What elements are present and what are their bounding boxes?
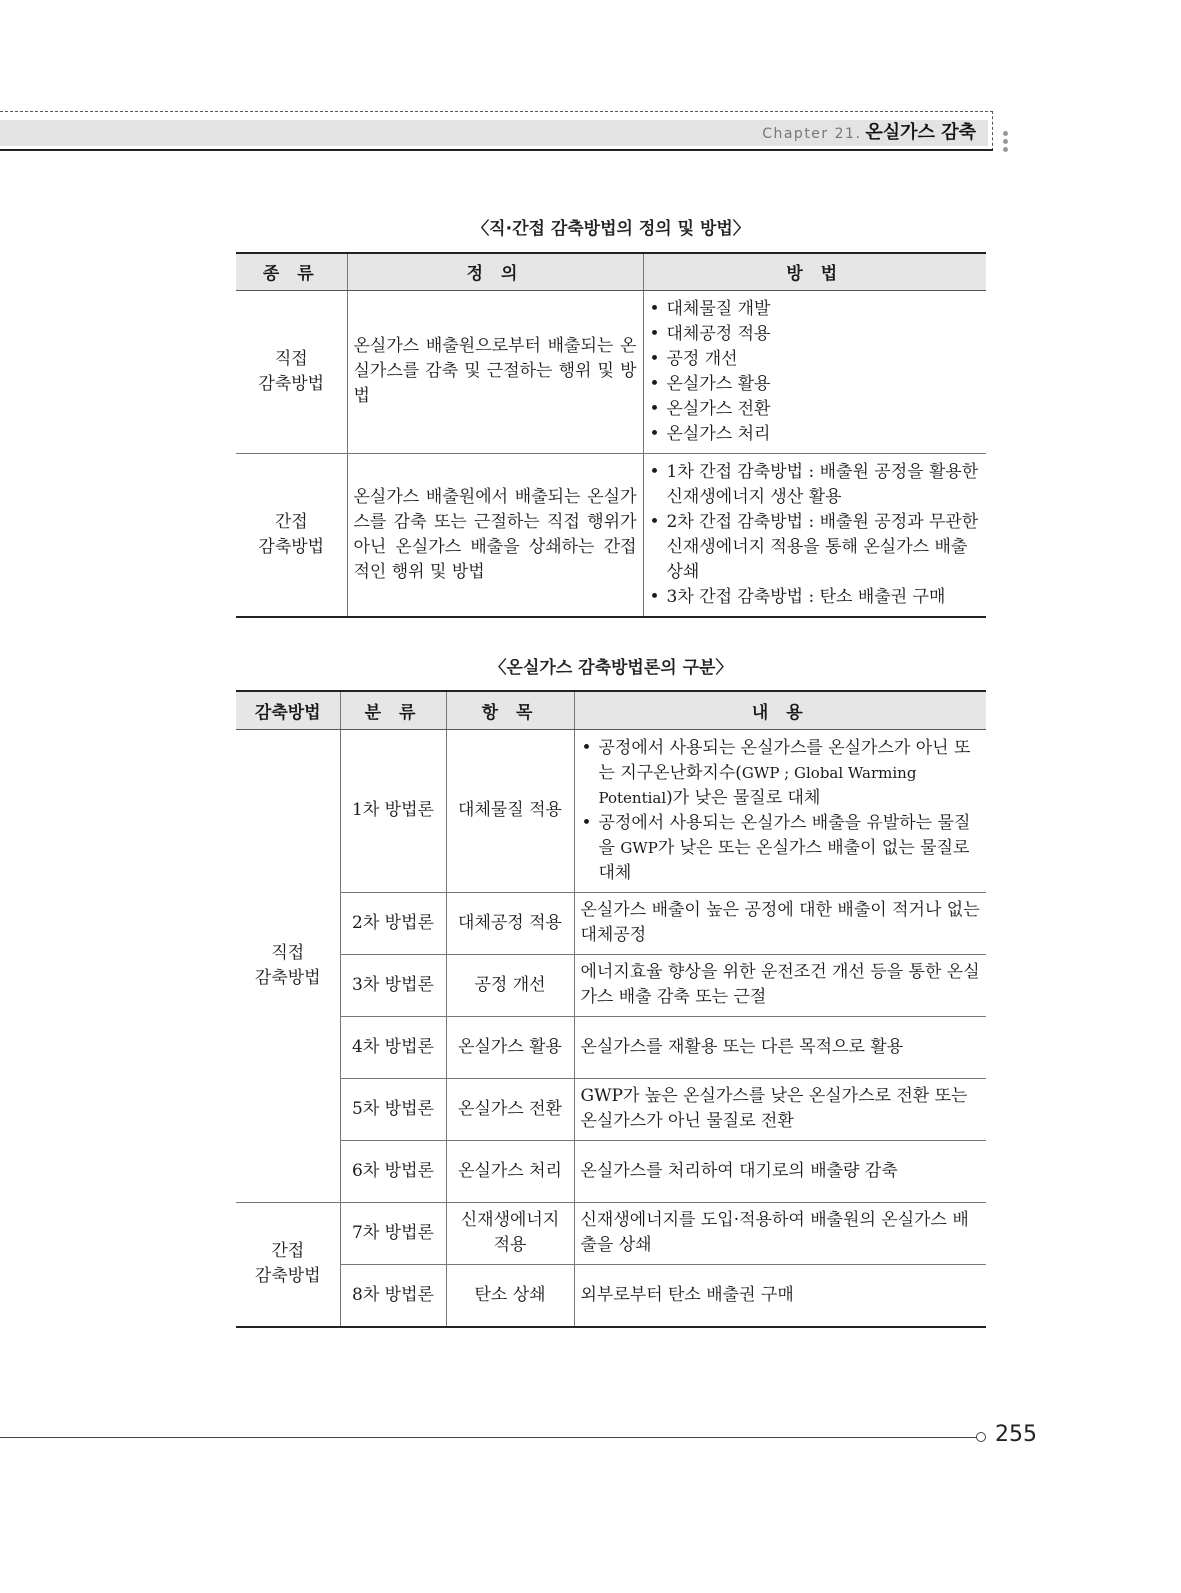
table2-class-cell: 2차 방법론 xyxy=(340,892,446,954)
list-item: • 온실가스 처리 xyxy=(649,422,982,447)
header-dashed-rule xyxy=(0,111,993,112)
list-item: • 대체물질 개발 xyxy=(649,297,982,322)
table1-caption: 〈직·간접 감축방법의 정의 및 방법〉 xyxy=(472,219,750,239)
table2-content-cell: GWP가 높은 온실가스를 낮은 온실가스로 전환 또는 온실가스가 아닌 물질로 전환 xyxy=(574,1078,986,1140)
footer-circle-decoration xyxy=(976,1432,986,1442)
table2-item-cell: 대체공정 적용 xyxy=(446,892,574,954)
list-item: • 공정 개선 xyxy=(649,347,982,372)
table2-class-cell: 6차 방법론 xyxy=(340,1140,446,1202)
table-row xyxy=(236,892,986,954)
table2-item-cell: 온실가스 전환 xyxy=(446,1078,574,1140)
chapter-title: 온실가스 감축 xyxy=(865,122,976,143)
footer-rule xyxy=(0,1437,978,1438)
list-item: • 1차 간접 감축방법 : 배출원 공정을 활용한 신재생에너지 생산 활용 xyxy=(649,460,982,510)
table2-content-cell: 에너지효율 향상을 위한 운전조건 개선 등을 통한 온실가스 배출 감축 또는 근절 xyxy=(574,954,986,1016)
list-item: • 3차 간접 감축방법 : 탄소 배출권 구매 xyxy=(649,585,982,610)
methodology-table xyxy=(236,690,986,1328)
table-row xyxy=(236,1264,986,1327)
table2-item-cell: 대체물질 적용 xyxy=(446,729,574,892)
table2-item-cell: 온실가스 활용 xyxy=(446,1016,574,1078)
list-item: • 공정에서 사용되는 온실가스를 온실가스가 아닌 또는 지구온난화지수(GWP ; Global Warming Potential)가 낮은 물질로 대체 xyxy=(581,736,981,811)
table-row xyxy=(236,954,986,1016)
table2-content-cell: 온실가스 배출이 높은 공정에 대한 배출이 적거나 없는 대체공정 xyxy=(574,892,986,954)
table-row xyxy=(236,290,986,453)
list-item: • 공정에서 사용되는 온실가스 배출을 유발하는 물질을 GWP가 낮은 또는 온실가스 배출이 없는 물질로 대체 xyxy=(581,811,981,886)
table2-item-cell: 탄소 상쇄 xyxy=(446,1264,574,1327)
list-item: • 온실가스 활용 xyxy=(649,372,982,397)
table2-content-cell: 온실가스를 재활용 또는 다른 목적으로 활용 xyxy=(574,1016,986,1078)
table2-item-cell: 온실가스 처리 xyxy=(446,1140,574,1202)
table2-class-cell: 4차 방법론 xyxy=(340,1016,446,1078)
table2-header-item: 항 목 xyxy=(446,691,574,729)
table1-methods-direct xyxy=(643,290,986,453)
table-row xyxy=(236,1202,986,1264)
table2-caption: 〈온실가스 감축방법론의 구분〉 xyxy=(489,658,733,678)
list-item: • 2차 간접 감축방법 : 배출원 공정과 무관한 신재생에너지 적용을 통해 온실가스 배출 상쇄 xyxy=(649,510,982,585)
table1-methods-indirect xyxy=(643,453,986,617)
table2-item-cell: 신재생에너지 적용 xyxy=(446,1202,574,1264)
table-row xyxy=(236,1140,986,1202)
list-item: • 대체공정 적용 xyxy=(649,322,982,347)
list-item: • 온실가스 전환 xyxy=(649,397,982,422)
page-number: 255 xyxy=(995,1422,1037,1447)
definition-table xyxy=(236,252,986,618)
table1-header-definition: 정 의 xyxy=(347,253,643,290)
table2-content-cell xyxy=(574,729,986,892)
running-header xyxy=(762,121,976,145)
header-rule xyxy=(0,149,993,151)
table2-header-class: 분 류 xyxy=(340,691,446,729)
header-dashed-edge xyxy=(992,111,993,151)
table-row xyxy=(236,453,986,617)
table-row xyxy=(236,1016,986,1078)
table1-header-kind: 종 류 xyxy=(236,253,347,290)
table2-class-cell: 1차 방법론 xyxy=(340,729,446,892)
table2-class-cell: 8차 방법론 xyxy=(340,1264,446,1327)
header-dots-decoration xyxy=(1003,131,1013,155)
table2-group-indirect: 간접 감축방법 xyxy=(236,1202,340,1327)
table2-class-cell: 5차 방법론 xyxy=(340,1078,446,1140)
table1-definition-direct: 온실가스 배출원으로부터 배출되는 온실가스를 감축 및 근절하는 행위 및 방법 xyxy=(347,290,643,453)
chapter-label: Chapter 21. xyxy=(762,126,862,142)
table1-kind-indirect: 간접 감축방법 xyxy=(236,453,347,617)
table2-item-cell: 공정 개선 xyxy=(446,954,574,1016)
table2-class-cell: 3차 방법론 xyxy=(340,954,446,1016)
table-row xyxy=(236,729,986,892)
table2-group-direct: 직접 감축방법 xyxy=(236,729,340,1202)
table2-header-method: 감축방법 xyxy=(236,691,340,729)
table1-kind-direct: 직접 감축방법 xyxy=(236,290,347,453)
table2-class-cell: 7차 방법론 xyxy=(340,1202,446,1264)
table2-header-content: 내 용 xyxy=(574,691,986,729)
table1-definition-indirect: 온실가스 배출원에서 배출되는 온실가스를 감축 또는 근절하는 직접 행위가 아닌 온실가스 배출을 상쇄하는 간접적인 행위 및 방법 xyxy=(347,453,643,617)
table2-content-cell: 신재생에너지를 도입·적용하여 배출원의 온실가스 배출을 상쇄 xyxy=(574,1202,986,1264)
table-row xyxy=(236,1078,986,1140)
table2-content-cell: 외부로부터 탄소 배출권 구매 xyxy=(574,1264,986,1327)
table1-header-method: 방 법 xyxy=(643,253,986,290)
table2-content-cell: 온실가스를 처리하여 대기로의 배출량 감축 xyxy=(574,1140,986,1202)
